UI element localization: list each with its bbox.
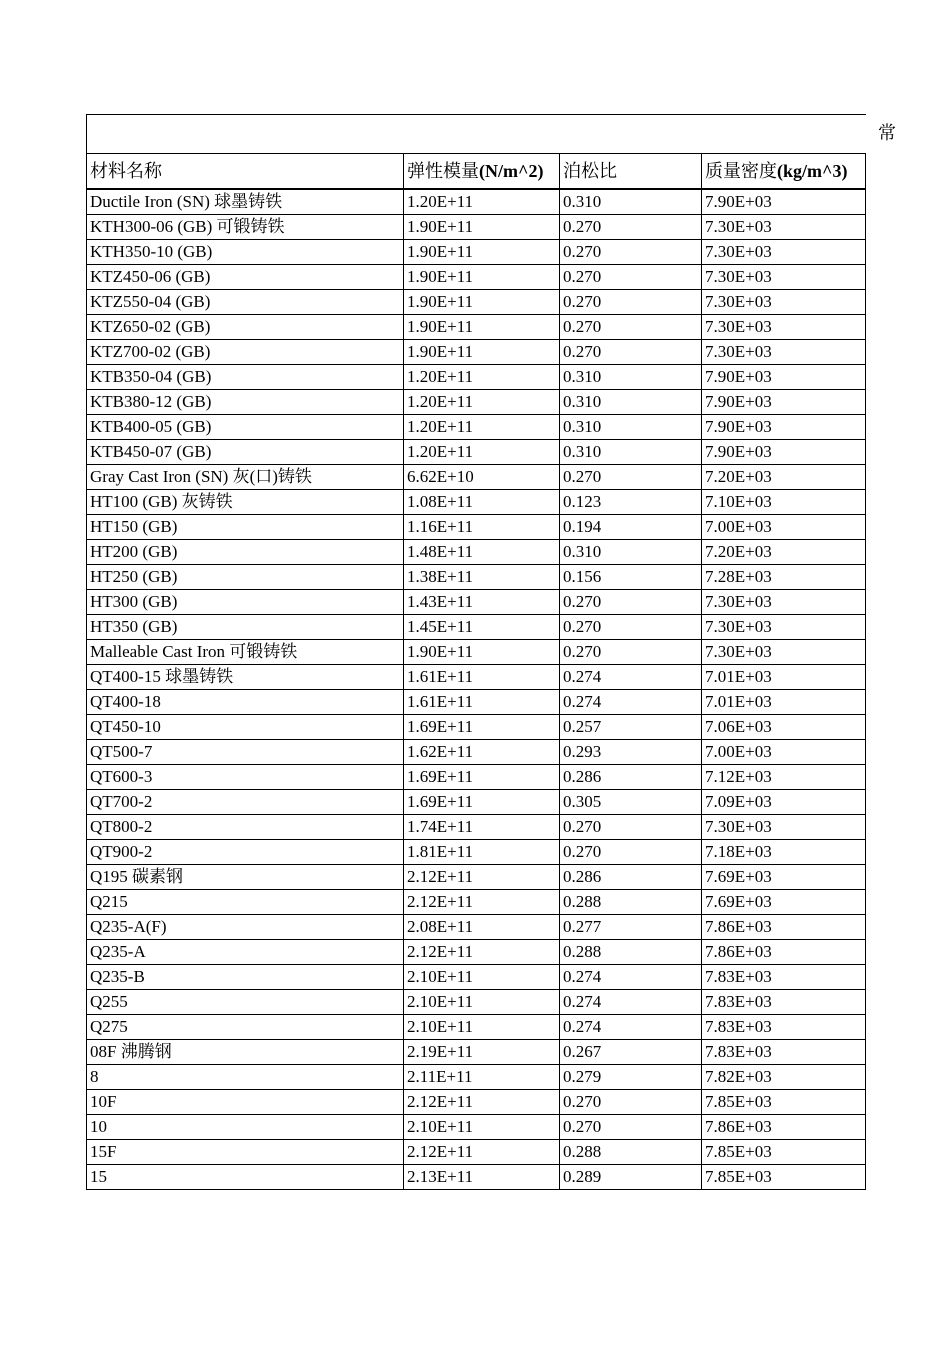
cell-elastic-modulus: 2.19E+11 — [404, 1040, 560, 1065]
table-row — [87, 690, 866, 715]
cell-material-name: Q195 碳素钢 — [87, 865, 404, 890]
materials-table — [86, 114, 866, 1190]
table-row — [87, 465, 866, 490]
header-density-unit: (kg/m^3) — [777, 161, 848, 181]
table-header-row — [87, 154, 866, 190]
table-row — [87, 665, 866, 690]
table-row — [87, 740, 866, 765]
cell-elastic-modulus: 1.20E+11 — [404, 440, 560, 465]
header-modulus-unit: (N/m^2) — [479, 161, 544, 181]
cell-poisson-ratio: 0.310 — [560, 390, 702, 415]
cell-poisson-ratio: 0.270 — [560, 290, 702, 315]
cell-elastic-modulus: 1.48E+11 — [404, 540, 560, 565]
cell-mass-density: 7.09E+03 — [702, 790, 866, 815]
cell-material-name: Malleable Cast Iron 可锻铸铁 — [87, 640, 404, 665]
cell-poisson-ratio: 0.156 — [560, 565, 702, 590]
cell-material-name: KTB450-07 (GB) — [87, 440, 404, 465]
cell-mass-density: 7.69E+03 — [702, 890, 866, 915]
cell-material-name: QT500-7 — [87, 740, 404, 765]
cell-elastic-modulus: 1.38E+11 — [404, 565, 560, 590]
table-row — [87, 915, 866, 940]
cell-elastic-modulus: 1.81E+11 — [404, 840, 560, 865]
cell-mass-density: 7.30E+03 — [702, 615, 866, 640]
cell-material-name: 15 — [87, 1165, 404, 1190]
cell-mass-density: 7.30E+03 — [702, 240, 866, 265]
table-row — [87, 1165, 866, 1190]
table-row — [87, 940, 866, 965]
header-density-label: 质量密度 — [705, 161, 777, 181]
cell-material-name: Q215 — [87, 890, 404, 915]
cell-mass-density: 7.10E+03 — [702, 490, 866, 515]
cell-poisson-ratio: 0.267 — [560, 1040, 702, 1065]
cell-mass-density: 7.86E+03 — [702, 1115, 866, 1140]
cell-material-name: 15F — [87, 1140, 404, 1165]
cell-elastic-modulus: 2.10E+11 — [404, 990, 560, 1015]
cell-elastic-modulus: 1.20E+11 — [404, 189, 560, 215]
cell-elastic-modulus: 1.90E+11 — [404, 240, 560, 265]
cell-elastic-modulus: 2.12E+11 — [404, 865, 560, 890]
cell-material-name: HT300 (GB) — [87, 590, 404, 615]
table-row — [87, 590, 866, 615]
cell-elastic-modulus: 1.20E+11 — [404, 390, 560, 415]
cell-material-name: 08F 沸腾钢 — [87, 1040, 404, 1065]
cell-elastic-modulus: 2.11E+11 — [404, 1065, 560, 1090]
table-row — [87, 1065, 866, 1090]
cell-elastic-modulus: 1.43E+11 — [404, 590, 560, 615]
table-row — [87, 490, 866, 515]
cell-elastic-modulus: 2.12E+11 — [404, 1140, 560, 1165]
cell-poisson-ratio: 0.274 — [560, 665, 702, 690]
cell-poisson-ratio: 0.286 — [560, 865, 702, 890]
cell-poisson-ratio: 0.274 — [560, 690, 702, 715]
cell-material-name: KTZ450-06 (GB) — [87, 265, 404, 290]
cell-material-name: KTB400-05 (GB) — [87, 415, 404, 440]
cell-poisson-ratio: 0.310 — [560, 189, 702, 215]
cell-mass-density: 7.86E+03 — [702, 915, 866, 940]
cell-elastic-modulus: 1.62E+11 — [404, 740, 560, 765]
cell-elastic-modulus: 1.08E+11 — [404, 490, 560, 515]
cell-poisson-ratio: 0.270 — [560, 265, 702, 290]
cell-material-name: KTZ700-02 (GB) — [87, 340, 404, 365]
cell-poisson-ratio: 0.123 — [560, 490, 702, 515]
table-row — [87, 865, 866, 890]
table-row — [87, 715, 866, 740]
cell-mass-density: 7.18E+03 — [702, 840, 866, 865]
cell-material-name: 10F — [87, 1090, 404, 1115]
table-row — [87, 240, 866, 265]
cell-poisson-ratio: 0.270 — [560, 815, 702, 840]
cell-mass-density: 7.30E+03 — [702, 640, 866, 665]
cell-poisson-ratio: 0.270 — [560, 465, 702, 490]
cell-mass-density: 7.28E+03 — [702, 565, 866, 590]
cell-poisson-ratio: 0.293 — [560, 740, 702, 765]
cell-elastic-modulus: 1.61E+11 — [404, 690, 560, 715]
cell-material-name: Q235-B — [87, 965, 404, 990]
cell-elastic-modulus: 1.90E+11 — [404, 265, 560, 290]
cell-elastic-modulus: 1.69E+11 — [404, 715, 560, 740]
cell-poisson-ratio: 0.310 — [560, 540, 702, 565]
cell-mass-density: 7.00E+03 — [702, 740, 866, 765]
table-row — [87, 415, 866, 440]
table-row — [87, 1040, 866, 1065]
table-title-row — [87, 115, 866, 154]
cell-poisson-ratio: 0.274 — [560, 965, 702, 990]
cell-elastic-modulus: 1.69E+11 — [404, 765, 560, 790]
cell-mass-density: 7.83E+03 — [702, 990, 866, 1015]
cell-elastic-modulus: 1.90E+11 — [404, 640, 560, 665]
table-row — [87, 990, 866, 1015]
cell-elastic-modulus: 2.12E+11 — [404, 1090, 560, 1115]
cell-material-name: KTH350-10 (GB) — [87, 240, 404, 265]
cell-mass-density: 7.90E+03 — [702, 415, 866, 440]
cell-mass-density: 7.85E+03 — [702, 1165, 866, 1190]
cell-material-name: HT200 (GB) — [87, 540, 404, 565]
cell-material-name: QT400-15 球墨铸铁 — [87, 665, 404, 690]
cell-material-name: QT700-2 — [87, 790, 404, 815]
header-modulus — [404, 154, 560, 190]
cell-mass-density: 7.30E+03 — [702, 815, 866, 840]
cell-mass-density: 7.85E+03 — [702, 1140, 866, 1165]
table-row — [87, 640, 866, 665]
table-row — [87, 390, 866, 415]
table-row — [87, 1140, 866, 1165]
header-name: 材料名称 — [87, 154, 404, 190]
table-row — [87, 340, 866, 365]
cell-poisson-ratio: 0.270 — [560, 1090, 702, 1115]
cell-mass-density: 7.30E+03 — [702, 290, 866, 315]
cell-poisson-ratio: 0.274 — [560, 990, 702, 1015]
table-row — [87, 815, 866, 840]
cell-elastic-modulus: 2.08E+11 — [404, 915, 560, 940]
cell-material-name: Q235-A(F) — [87, 915, 404, 940]
cell-mass-density: 7.06E+03 — [702, 715, 866, 740]
table-row — [87, 615, 866, 640]
cell-elastic-modulus: 1.20E+11 — [404, 365, 560, 390]
cell-material-name: Q255 — [87, 990, 404, 1015]
table-row — [87, 1015, 866, 1040]
cell-mass-density: 7.30E+03 — [702, 590, 866, 615]
cell-elastic-modulus: 1.90E+11 — [404, 215, 560, 240]
cell-poisson-ratio: 0.270 — [560, 340, 702, 365]
cell-mass-density: 7.90E+03 — [702, 189, 866, 215]
table-row — [87, 315, 866, 340]
cell-poisson-ratio: 0.274 — [560, 1015, 702, 1040]
cell-elastic-modulus: 2.10E+11 — [404, 1015, 560, 1040]
cell-poisson-ratio: 0.286 — [560, 765, 702, 790]
cell-poisson-ratio: 0.277 — [560, 915, 702, 940]
cell-material-name: HT350 (GB) — [87, 615, 404, 640]
cell-material-name: QT600-3 — [87, 765, 404, 790]
cell-mass-density: 7.83E+03 — [702, 965, 866, 990]
cell-elastic-modulus: 2.10E+11 — [404, 1115, 560, 1140]
page-title: 常 — [878, 123, 896, 143]
cell-poisson-ratio: 0.288 — [560, 890, 702, 915]
table-row — [87, 365, 866, 390]
cell-material-name: 8 — [87, 1065, 404, 1090]
cell-mass-density: 7.30E+03 — [702, 265, 866, 290]
cell-poisson-ratio: 0.289 — [560, 1165, 702, 1190]
table-row — [87, 290, 866, 315]
cell-material-name: 10 — [87, 1115, 404, 1140]
cell-elastic-modulus: 1.74E+11 — [404, 815, 560, 840]
cell-mass-density: 7.69E+03 — [702, 865, 866, 890]
cell-material-name: QT450-10 — [87, 715, 404, 740]
cell-elastic-modulus: 2.12E+11 — [404, 890, 560, 915]
cell-poisson-ratio: 0.288 — [560, 940, 702, 965]
cell-poisson-ratio: 0.270 — [560, 315, 702, 340]
table-row — [87, 265, 866, 290]
cell-elastic-modulus: 1.61E+11 — [404, 665, 560, 690]
cell-poisson-ratio: 0.270 — [560, 240, 702, 265]
cell-material-name: Ductile Iron (SN) 球墨铸铁 — [87, 189, 404, 215]
table-row — [87, 890, 866, 915]
cell-mass-density: 7.86E+03 — [702, 940, 866, 965]
cell-poisson-ratio: 0.257 — [560, 715, 702, 740]
cell-material-name: QT400-18 — [87, 690, 404, 715]
cell-material-name: QT900-2 — [87, 840, 404, 865]
cell-mass-density: 7.90E+03 — [702, 365, 866, 390]
cell-poisson-ratio: 0.270 — [560, 840, 702, 865]
cell-material-name: HT100 (GB) 灰铸铁 — [87, 490, 404, 515]
table-row — [87, 965, 866, 990]
cell-poisson-ratio: 0.310 — [560, 440, 702, 465]
cell-mass-density: 7.12E+03 — [702, 765, 866, 790]
cell-elastic-modulus: 6.62E+10 — [404, 465, 560, 490]
table-row — [87, 440, 866, 465]
cell-elastic-modulus: 1.90E+11 — [404, 315, 560, 340]
cell-material-name: QT800-2 — [87, 815, 404, 840]
cell-material-name: Gray Cast Iron (SN) 灰(口)铸铁 — [87, 465, 404, 490]
cell-elastic-modulus: 2.10E+11 — [404, 965, 560, 990]
cell-material-name: HT250 (GB) — [87, 565, 404, 590]
table-row — [87, 840, 866, 865]
cell-elastic-modulus: 2.12E+11 — [404, 940, 560, 965]
cell-material-name: KTB350-04 (GB) — [87, 365, 404, 390]
cell-elastic-modulus: 2.13E+11 — [404, 1165, 560, 1190]
table-row — [87, 1115, 866, 1140]
cell-mass-density: 7.30E+03 — [702, 215, 866, 240]
table-title-cell — [87, 115, 866, 154]
cell-material-name: HT150 (GB) — [87, 515, 404, 540]
cell-elastic-modulus: 1.90E+11 — [404, 290, 560, 315]
cell-mass-density: 7.01E+03 — [702, 665, 866, 690]
cell-poisson-ratio: 0.310 — [560, 365, 702, 390]
cell-mass-density: 7.20E+03 — [702, 540, 866, 565]
cell-elastic-modulus: 1.16E+11 — [404, 515, 560, 540]
cell-elastic-modulus: 1.90E+11 — [404, 340, 560, 365]
cell-material-name: KTH300-06 (GB) 可锻铸铁 — [87, 215, 404, 240]
cell-mass-density: 7.90E+03 — [702, 440, 866, 465]
cell-elastic-modulus: 1.20E+11 — [404, 415, 560, 440]
cell-material-name: KTZ550-04 (GB) — [87, 290, 404, 315]
cell-mass-density: 7.83E+03 — [702, 1015, 866, 1040]
cell-material-name: KTZ650-02 (GB) — [87, 315, 404, 340]
cell-poisson-ratio: 0.270 — [560, 1115, 702, 1140]
cell-mass-density: 7.01E+03 — [702, 690, 866, 715]
cell-poisson-ratio: 0.270 — [560, 640, 702, 665]
cell-mass-density: 7.00E+03 — [702, 515, 866, 540]
cell-poisson-ratio: 0.270 — [560, 215, 702, 240]
cell-material-name: Q275 — [87, 1015, 404, 1040]
table-row — [87, 215, 866, 240]
table-row — [87, 565, 866, 590]
cell-mass-density: 7.30E+03 — [702, 315, 866, 340]
table-row — [87, 1090, 866, 1115]
cell-poisson-ratio: 0.194 — [560, 515, 702, 540]
cell-poisson-ratio: 0.279 — [560, 1065, 702, 1090]
cell-elastic-modulus: 1.45E+11 — [404, 615, 560, 640]
cell-poisson-ratio: 0.305 — [560, 790, 702, 815]
table-row — [87, 765, 866, 790]
table-row — [87, 790, 866, 815]
header-modulus-label: 弹性模量 — [407, 161, 479, 181]
cell-mass-density: 7.82E+03 — [702, 1065, 866, 1090]
cell-material-name: Q235-A — [87, 940, 404, 965]
cell-material-name: KTB380-12 (GB) — [87, 390, 404, 415]
cell-mass-density: 7.83E+03 — [702, 1040, 866, 1065]
header-poisson: 泊松比 — [560, 154, 702, 190]
cell-mass-density: 7.30E+03 — [702, 340, 866, 365]
table-row — [87, 515, 866, 540]
cell-mass-density: 7.85E+03 — [702, 1090, 866, 1115]
cell-poisson-ratio: 0.270 — [560, 615, 702, 640]
cell-mass-density: 7.90E+03 — [702, 390, 866, 415]
cell-mass-density: 7.20E+03 — [702, 465, 866, 490]
header-density — [702, 154, 866, 190]
cell-elastic-modulus: 1.69E+11 — [404, 790, 560, 815]
cell-poisson-ratio: 0.288 — [560, 1140, 702, 1165]
table-row — [87, 189, 866, 215]
table-row — [87, 540, 866, 565]
cell-poisson-ratio: 0.270 — [560, 590, 702, 615]
cell-poisson-ratio: 0.310 — [560, 415, 702, 440]
